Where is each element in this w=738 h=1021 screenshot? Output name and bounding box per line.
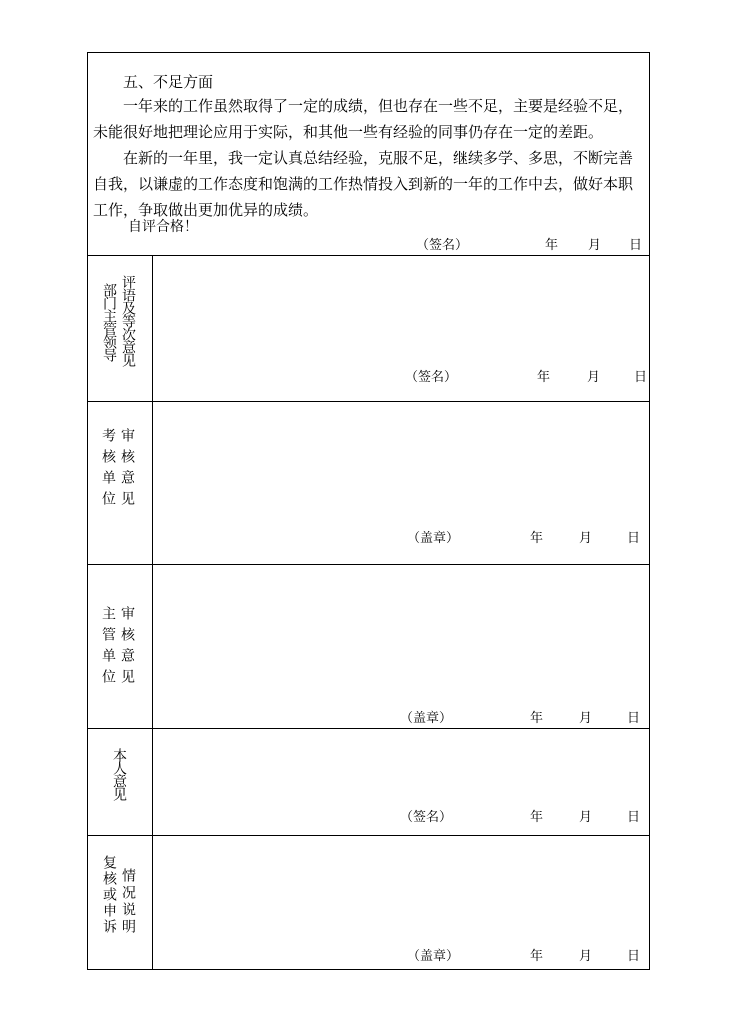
date-year-label: 年	[530, 711, 544, 726]
date-day-label: 日	[629, 238, 643, 253]
date-year-label: 年	[545, 238, 559, 253]
supervising-unit-review-area[interactable]	[153, 565, 649, 705]
personal-opinion-area[interactable]	[153, 729, 649, 804]
seal-label: （盖章）	[400, 711, 453, 726]
date-month-label: 月	[587, 370, 601, 385]
signature-label: （签名）	[416, 238, 469, 253]
date-year-label: 年	[530, 531, 544, 546]
row-label-column: 审核意见	[119, 428, 135, 512]
date-day-label: 日	[627, 949, 641, 964]
signature-label: （签名）	[400, 810, 453, 825]
date-year-label: 年	[530, 810, 544, 825]
row-label-column: 审核意见	[119, 606, 135, 690]
date-month-label: 月	[579, 949, 593, 964]
date-month-label: 月	[579, 810, 593, 825]
date-year-label: 年	[537, 370, 551, 385]
row-label-column: 主管单位	[100, 606, 116, 690]
date-day-label: 日	[634, 370, 648, 385]
department-comment-area[interactable]	[153, 256, 649, 366]
row-label-column: 本人意见	[111, 748, 127, 800]
date-day-label: 日	[627, 810, 641, 825]
date-year-label: 年	[530, 949, 544, 964]
section-heading: 五、不足方面	[123, 73, 214, 91]
row-label-column: 评语及等次意见	[120, 275, 136, 366]
self-evaluation-result: 自评合格！	[128, 219, 198, 235]
date-month-label: 月	[579, 711, 593, 726]
row-label-column: 考核单位	[100, 428, 116, 512]
row-label-column: 部门主管领导	[101, 283, 117, 361]
row-label-column: 情况说明	[120, 868, 136, 936]
assessment-unit-review-area[interactable]	[153, 402, 649, 527]
date-day-label: 日	[627, 531, 641, 546]
review-appeal-explanation-area[interactable]	[153, 836, 649, 946]
date-day-label: 日	[627, 711, 641, 726]
date-month-label: 月	[579, 531, 593, 546]
signature-label: （签名）	[405, 370, 458, 385]
row-label-column: 复核或申诉	[101, 855, 117, 935]
date-month-label: 月	[588, 238, 602, 253]
paragraph-shortcomings: 一年来的工作虽然取得了一定的成绩，但也存在一些不足，主要是经验不足，未能很好地把理论应用于实际，和其他一些有经验的同事仍存在一定的差距。	[93, 97, 634, 141]
seal-label: （盖章）	[407, 949, 460, 964]
seal-label: （盖章）	[407, 531, 460, 546]
paragraph-plan: 在新的一年里，我一定认真总结经验，克服不足，继续多学、多思，不断完善自我，以谦虚的工作态度和饱满的工作热情投入到新的一年的工作中去，做好本职工作，争取做出更加优异的成绩。	[93, 149, 634, 219]
